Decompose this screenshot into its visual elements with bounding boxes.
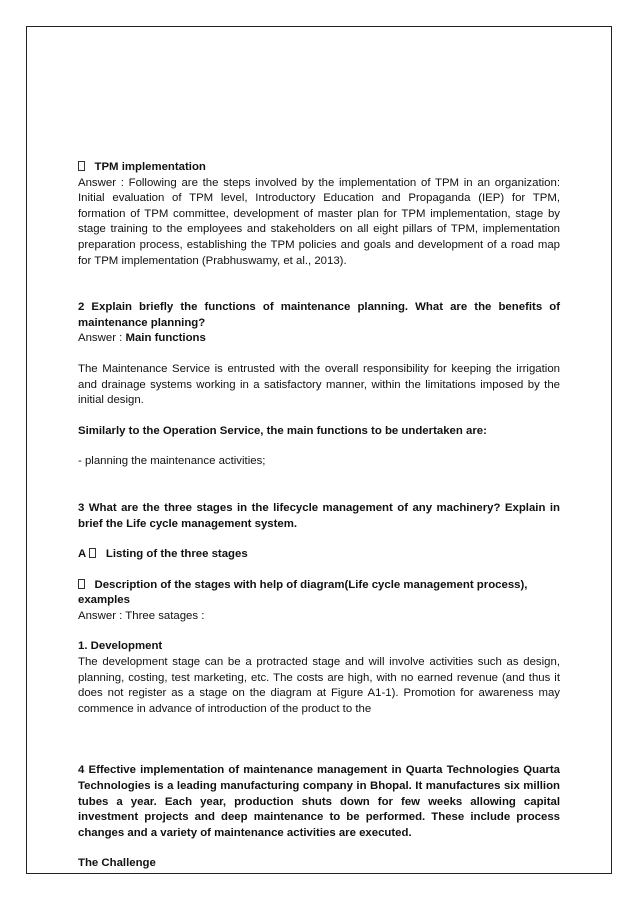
missing-glyph-icon [89, 548, 96, 558]
tpm-heading: TPM implementation [78, 160, 560, 176]
missing-glyph-icon [78, 579, 85, 589]
maintenance-service-paragraph: The Maintenance Service is entrusted with the overall responsibility for keeping the irrigation and drainage systems working in a satisfactory manner, within the limitations imposed by the initial design. [78, 362, 560, 407]
development-heading: 1. Development [78, 640, 163, 653]
answer-3: Answer : Three satages : [78, 609, 205, 622]
planning-bullet: - planning the maintenance activities; [78, 455, 266, 468]
question-3: 3 What are the three stages in the lifecycle management of any machinery? Explain in brief the Life cycle management system. [78, 501, 560, 530]
question-2: 2 Explain briefly the functions of maintenance planning. What are the benefits of maintenance planning? [78, 301, 560, 329]
tpm-answer: Answer : Following are the steps involved by the implementation of TPM in an organization: Initial evaluation of TPM level, Introductory Education and Propaganda (IEP) for TPM, formation of TPM committee, development of master plan for TPM implementation, stage by stage training to the employees and stakeholders on all eight pillars of TPM, implementation preparation process, establishing the TPM policies and goals and development of a road map for TPM implementation (Prabhuswamy, et al., 2013). [78, 176, 560, 267]
document-body [78, 160, 560, 872]
missing-glyph-icon [78, 161, 85, 171]
answer-2-line: Answer : Main functions [78, 332, 206, 345]
description-line: Description of the stages with help of diagram(Life cycle management process), examples [78, 578, 528, 607]
challenge-heading: The Challenge [78, 857, 156, 870]
question-4: 4 Effective implementation of maintenance management in Quarta Technologies Quarta Technologies is a leading manufacturing company in Bhopal. It manufactures six million tubes a year. Each year, production shuts down for few weeks allowing capital investment projects and deep maintenance to be performed. These include process changes and a variety of maintenance activities are executed. [78, 764, 560, 839]
main-functions-intro: Similarly to the Operation Service, the main functions to be undertaken are: [78, 424, 487, 437]
listing-line: A Listing of the three stages [78, 548, 248, 561]
development-paragraph: The development stage can be a protracted stage and will involve activities such as design, planning, costing, test marketing, etc. The costs are high, with no earned revenue (and thus it does not register as a stage on the diagram at Figure A1-1). Promotion for awareness may commence in advance of introduction of the product to the [78, 656, 560, 715]
answer-2-title: Main functions [125, 332, 206, 345]
